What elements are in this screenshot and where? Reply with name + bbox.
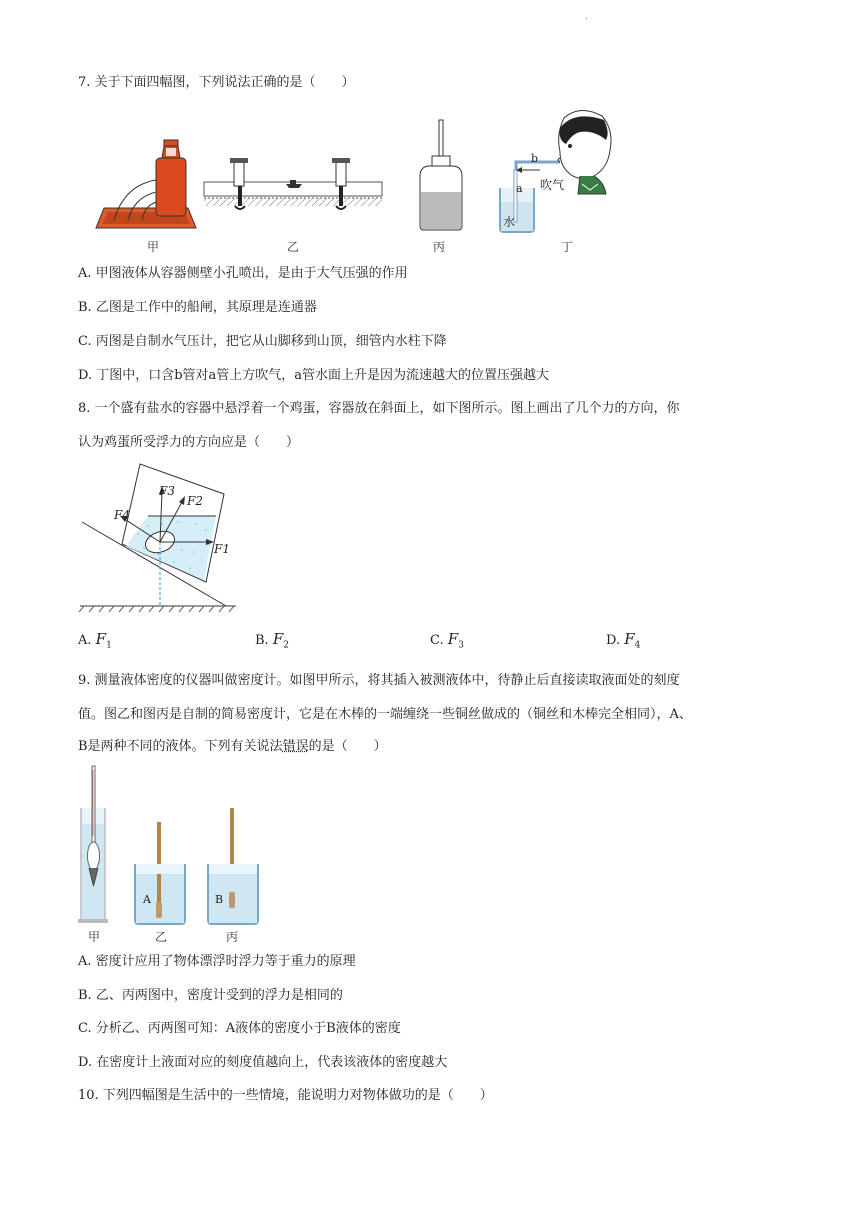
q7-label-water: 水 — [503, 215, 516, 229]
q7-figure-jia — [92, 140, 202, 232]
q9-option-a: A. 密度计应用了物体漂浮时浮力等于重力的原理 — [78, 954, 356, 969]
q9-caption-bing: 丙 — [226, 930, 239, 944]
q7-caption-ding: 丁 — [561, 240, 574, 254]
q8-force-f4: F4 — [114, 508, 130, 522]
q8-force-f3: F3 — [159, 484, 175, 498]
q8-option-b: B. $F_2$ — [255, 630, 289, 651]
q8-figure — [78, 464, 238, 614]
q9-stem-line3: B是两种不同的液体。下列有关说法错误的是（ ） — [78, 739, 387, 754]
q9-caption-yi: 乙 — [155, 930, 168, 944]
q7-figure-yi — [204, 158, 382, 220]
q9-option-b: B. 乙、丙两图中，密度计受到的浮力是相同的 — [78, 988, 343, 1003]
q9-liquid-b: B — [215, 893, 224, 906]
q9-liquid-a: A — [143, 893, 151, 906]
q7-option-b: B. 乙图是工作中的船闸，其原理是连通器 — [78, 300, 317, 315]
header-mark: · — [585, 14, 589, 25]
q7-label-b: b — [531, 152, 539, 165]
q10-stem: 10. 下列四幅图是生活中的一些情境，能说明力对物体做功的是（ ） — [78, 1088, 493, 1103]
q7-option-d: D. 丁图中，口含b管对a管上方吹气，a管水面上升是因为流速越大的位置压强越大 — [78, 368, 550, 383]
q9-option-d: D. 在密度计上液面对应的刻度值越向上，代表该液体的密度越大 — [78, 1055, 448, 1070]
q9-figure-jia — [78, 764, 108, 924]
q8-force-f1: F1 — [214, 542, 230, 556]
q8-option-c: C. $F_3$ — [430, 630, 464, 651]
q7-label-blow: 吹气 — [540, 178, 565, 192]
q8-stem-line2: 认为鸡蛋所受浮力的方向应是（ ） — [78, 435, 300, 450]
q7-option-a: A. 甲图液体从容器侧壁小孔喷出，是由于大气压强的作用 — [78, 266, 408, 281]
q7-figure-bing — [416, 120, 466, 230]
q7-option-c: C. 丙图是自制水气压计，把它从山脚移到山顶，细管内水柱下降 — [78, 334, 447, 349]
q9-figure-bing — [205, 806, 261, 926]
q7-label-a: a — [516, 182, 523, 195]
q7-caption-bing: 丙 — [433, 240, 446, 254]
q7-stem: 7. 关于下面四幅图，下列说法正确的是（ ） — [78, 75, 355, 90]
q9-option-c: C. 分析乙、丙两图可知：A液体的密度小于B液体的密度 — [78, 1021, 401, 1036]
q7-caption-yi: 乙 — [287, 240, 300, 254]
q9-emphasis: 错误 — [282, 739, 309, 754]
q7-caption-jia: 甲 — [147, 240, 160, 254]
q8-option-a: A. $F_1$ — [78, 630, 112, 651]
q8-option-d: D. $F_4$ — [606, 630, 641, 651]
q8-stem-line1: 8. 一个盛有盐水的容器中悬浮着一个鸡蛋，容器放在斜面上，如下图所示。图上画出了几个力的方向，你 — [78, 401, 680, 416]
q9-caption-jia: 甲 — [88, 930, 101, 944]
q9-figure-yi — [132, 820, 188, 926]
q8-force-f2: F2 — [187, 494, 203, 508]
q9-stem-line1: 9. 测量液体密度的仪器叫做密度计。如图甲所示，将其插入被测液体中，待静止后直接读取液面处的刻度 — [78, 673, 680, 688]
q9-stem-line2: 值。图乙和图丙是自制的简易密度计，它是在木棒的一端缠绕一些铜丝做成的（铜丝和木棒完全相同），A、 — [78, 707, 692, 722]
